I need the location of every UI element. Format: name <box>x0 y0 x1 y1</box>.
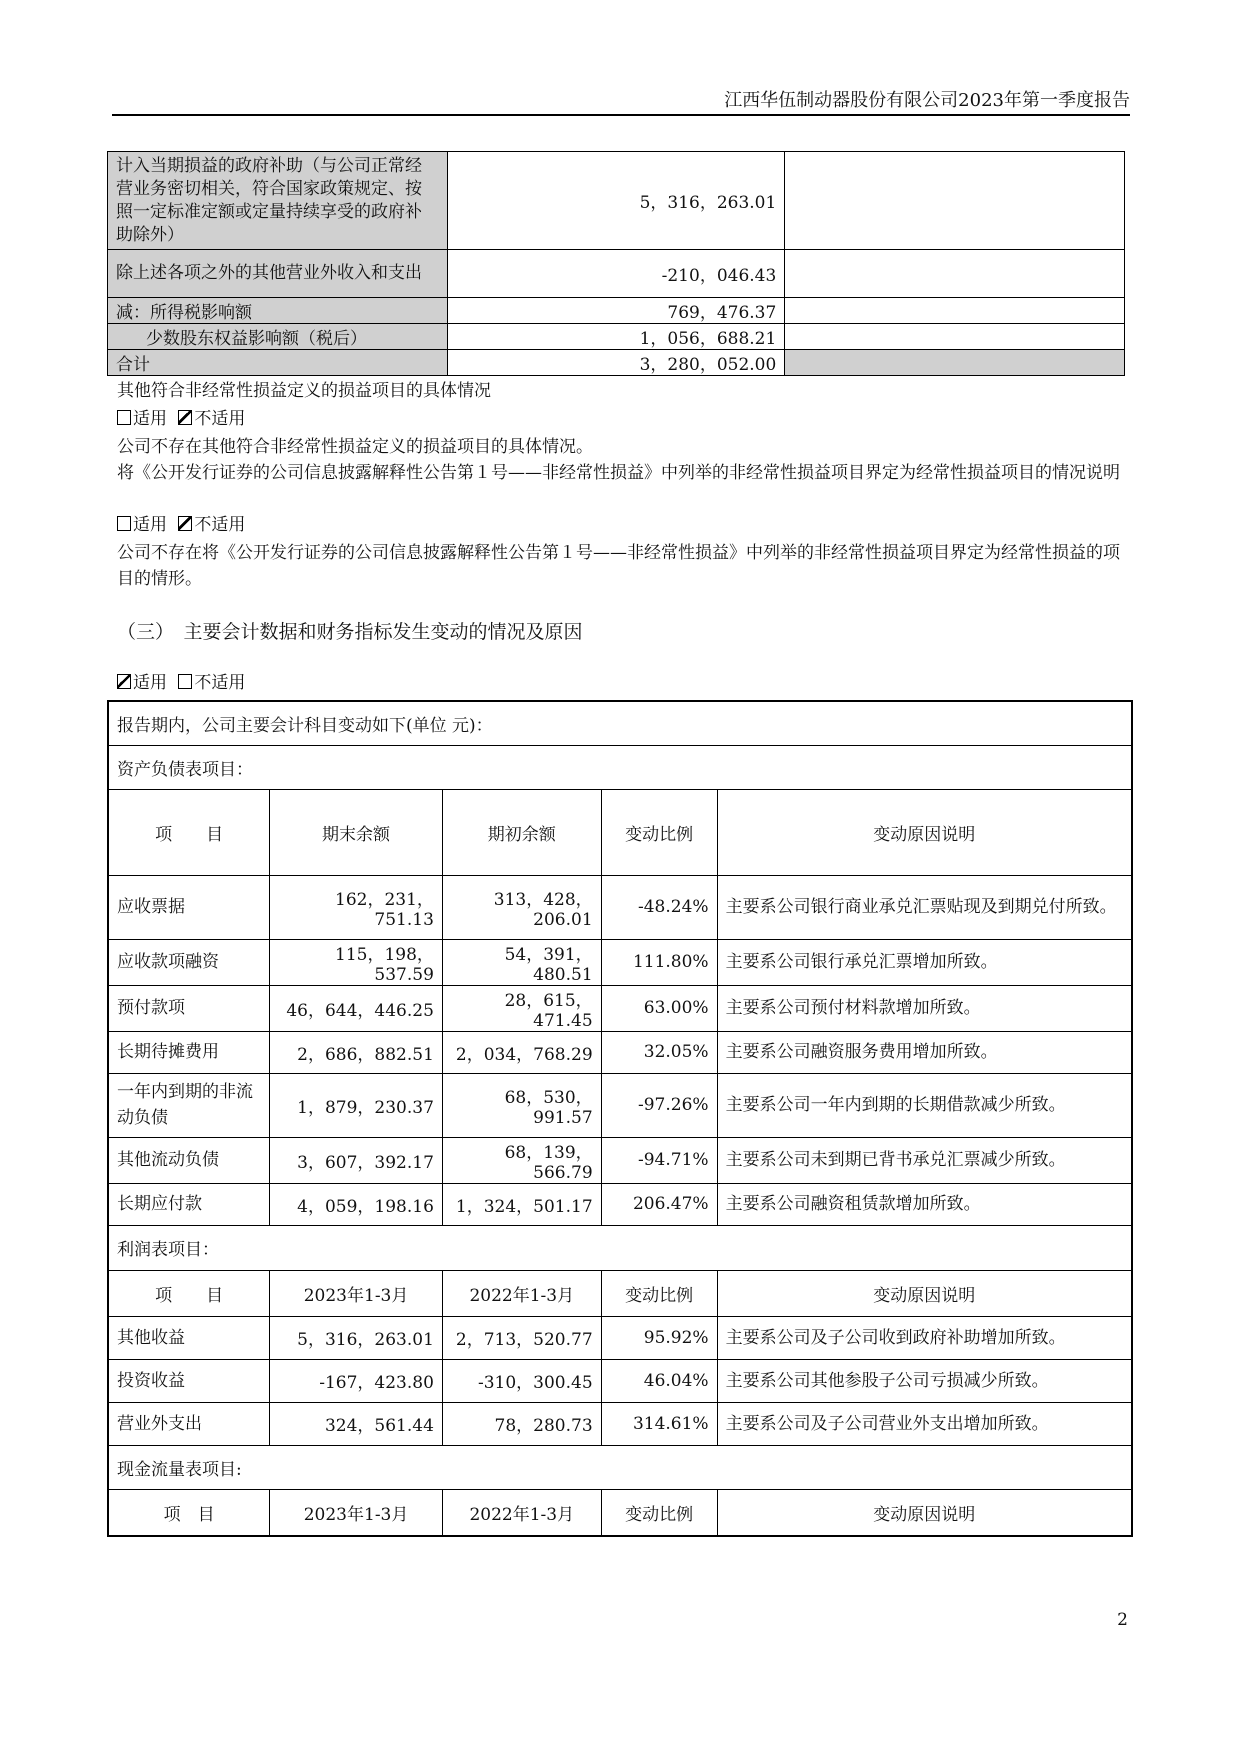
row-value-previous: 2，034，768.29 <box>442 1031 601 1073</box>
non-recurring-items-table <box>107 151 1125 376</box>
col-header-item: 项 目 <box>108 1270 270 1316</box>
row-change-ratio: 111.80% <box>601 939 717 985</box>
page-number: 2 <box>1117 1610 1128 1630</box>
item-note <box>785 152 1125 250</box>
col-header-ratio: 变动比例 <box>601 1270 717 1316</box>
option-row-2 <box>117 512 1125 538</box>
paragraph-no-recurring-definition: 公司不存在将《公开发行证券的公司信息披露解释性公告第１号——非经常性损益》中列举的非经常性损益项目界定为经常性损益的项目的情形。 <box>117 543 1120 589</box>
col-header-reason: 变动原因说明 <box>717 1489 1132 1536</box>
row-item: 投资收益 <box>108 1359 270 1402</box>
col-header-reason: 变动原因说明 <box>717 1270 1132 1316</box>
table-row <box>108 985 1132 1031</box>
table-row <box>108 1073 1132 1137</box>
row-item: 其他流动负债 <box>108 1137 270 1183</box>
table-header-row <box>108 1489 1132 1536</box>
row-value-previous: 1，324，501.17 <box>442 1183 601 1225</box>
checkbox-not-applicable-icon <box>178 516 192 531</box>
item-label: 计入当期损益的政府补助（与公司正常经营业务密切相关，符合国家政策规定、按照一定标准定额或定量持续享受的政府补助除外） <box>108 152 448 250</box>
option-not-applicable: 不适用 <box>194 409 246 429</box>
option-row-3 <box>117 670 1125 696</box>
row-value-current: 3，607，392.17 <box>270 1137 443 1183</box>
row-value-current: 162，231，751.13 <box>270 875 443 939</box>
total-amount: 3，280，052.00 <box>447 350 785 376</box>
total-note <box>785 350 1125 376</box>
row-item: 应收款项融资 <box>108 939 270 985</box>
row-value-current: 4，059，198.16 <box>270 1183 443 1225</box>
balance-sheet-rows <box>108 875 1132 1225</box>
col-header-2023: 2023年1-3月 <box>270 1489 443 1536</box>
row-reason: 主要系公司其他参股子公司亏损减少所致。 <box>717 1359 1132 1402</box>
row-change-ratio: -48.24% <box>601 875 717 939</box>
checkbox-applicable-icon <box>117 674 131 689</box>
table-row <box>108 1402 1132 1445</box>
row-value-previous: 68，530，991.57 <box>442 1073 601 1137</box>
item-amount: 5，316，263.01 <box>447 152 785 250</box>
table-row <box>108 350 1125 376</box>
table-row <box>108 875 1132 939</box>
row-change-ratio: 32.05% <box>601 1031 717 1073</box>
option-applicable: 适用 <box>133 515 167 535</box>
cash-flow-title: 现金流量表项目: <box>108 1445 1132 1489</box>
col-header-ratio: 变动比例 <box>601 1489 717 1536</box>
row-value-current: 324，561.44 <box>270 1402 443 1445</box>
row-reason: 主要系公司及子公司营业外支出增加所致。 <box>717 1402 1132 1445</box>
row-value-previous: 28，615，471.45 <box>442 985 601 1031</box>
row-change-ratio: 206.47% <box>601 1183 717 1225</box>
table-row <box>108 1031 1132 1073</box>
checkbox-not-applicable-icon <box>178 674 192 689</box>
option-row-1 <box>117 406 1125 432</box>
item-amount: 769，476.37 <box>447 298 785 324</box>
item-label: 除上述各项之外的其他营业外收入和支出 <box>108 250 448 298</box>
header-rule <box>112 114 1130 116</box>
row-reason: 主要系公司预付材料款增加所致。 <box>717 985 1132 1031</box>
checkbox-applicable-icon <box>117 410 131 425</box>
col-header-ending: 期末余额 <box>270 789 443 875</box>
col-header-reason: 变动原因说明 <box>717 789 1132 875</box>
checkbox-not-applicable-icon <box>178 410 192 425</box>
row-change-ratio: 63.00% <box>601 985 717 1031</box>
row-reason: 主要系公司未到期已背书承兑汇票减少所致。 <box>717 1137 1132 1183</box>
option-not-applicable: 不适用 <box>194 515 246 535</box>
row-value-previous: 78，280.73 <box>442 1402 601 1445</box>
table-intro: 报告期内，公司主要会计科目变动如下(单位 元)： <box>108 701 1132 745</box>
col-header-2023: 2023年1-3月 <box>270 1270 443 1316</box>
table-row <box>108 250 1125 298</box>
row-value-current: 2，686，882.51 <box>270 1031 443 1073</box>
income-statement-title: 利润表项目： <box>108 1225 1132 1270</box>
income-statement-rows <box>108 1316 1132 1445</box>
row-item: 应收票据 <box>108 875 270 939</box>
row-change-ratio: -94.71% <box>601 1137 717 1183</box>
row-value-previous: -310，300.45 <box>442 1359 601 1402</box>
col-header-item: 项 目 <box>108 1489 270 1536</box>
col-header-2022: 2022年1-3月 <box>442 1270 601 1316</box>
row-value-current: 5，316，263.01 <box>270 1316 443 1359</box>
total-label: 合计 <box>108 350 448 376</box>
row-reason: 主要系公司银行商业承兑汇票贴现及到期兑付所致。 <box>717 875 1132 939</box>
row-value-previous: 54，391，480.51 <box>442 939 601 985</box>
item-amount: -210，046.43 <box>447 250 785 298</box>
paragraph-recurring-definition: 将《公开发行证券的公司信息披露解释性公告第１号——非经常性损益》中列举的非经常性损益项目界定为经常性损益项目的情况说明 <box>117 463 1120 483</box>
item-label: 减：所得税影响额 <box>108 298 448 324</box>
table-row <box>108 1183 1132 1225</box>
row-reason: 主要系公司融资服务费用增加所致。 <box>717 1031 1132 1073</box>
col-header-item: 项 目 <box>108 789 270 875</box>
col-header-ratio: 变动比例 <box>601 789 717 875</box>
row-value-previous: 68，139，566.79 <box>442 1137 601 1183</box>
item-amount: 1，056，688.21 <box>447 324 785 350</box>
table-row <box>108 1137 1132 1183</box>
row-item: 一年内到期的非流动负债 <box>108 1073 270 1137</box>
table-header-row <box>108 1270 1132 1316</box>
option-applicable: 适用 <box>133 409 167 429</box>
item-note <box>785 298 1125 324</box>
report-header: 江西华伍制动器股份有限公司2023年第一季度报告 <box>724 90 1130 111</box>
row-change-ratio: -97.26% <box>601 1073 717 1137</box>
row-item: 营业外支出 <box>108 1402 270 1445</box>
option-applicable: 适用 <box>133 673 167 693</box>
checkbox-applicable-icon <box>117 516 131 531</box>
row-item: 长期待摊费用 <box>108 1031 270 1073</box>
row-change-ratio: 95.92% <box>601 1316 717 1359</box>
row-value-current: 1，879，230.37 <box>270 1073 443 1137</box>
col-header-2022: 2022年1-3月 <box>442 1489 601 1536</box>
row-change-ratio: 314.61% <box>601 1402 717 1445</box>
row-reason: 主要系公司融资租赁款增加所致。 <box>717 1183 1132 1225</box>
item-note <box>785 324 1125 350</box>
accounting-changes-table <box>107 700 1133 1537</box>
section-title: （三） 主要会计数据和财务指标发生变动的情况及原因 <box>117 621 583 643</box>
table-header-row <box>108 789 1132 875</box>
table-row <box>108 152 1125 250</box>
item-note <box>785 250 1125 298</box>
table-row <box>108 1359 1132 1402</box>
row-item: 长期应付款 <box>108 1183 270 1225</box>
balance-sheet-title: 资产负债表项目： <box>108 745 1132 789</box>
col-header-beginning: 期初余额 <box>442 789 601 875</box>
paragraph-no-other-items: 公司不存在其他符合非经常性损益定义的损益项目的具体情况。 <box>117 437 593 457</box>
option-not-applicable: 不适用 <box>194 673 246 693</box>
row-item: 其他收益 <box>108 1316 270 1359</box>
row-reason: 主要系公司银行承兑汇票增加所致。 <box>717 939 1132 985</box>
row-value-current: -167，423.80 <box>270 1359 443 1402</box>
table-row <box>108 1316 1132 1359</box>
table-row <box>108 324 1125 350</box>
row-reason: 主要系公司及子公司收到政府补助增加所致。 <box>717 1316 1132 1359</box>
row-reason: 主要系公司一年内到期的长期借款减少所致。 <box>717 1073 1132 1137</box>
row-change-ratio: 46.04% <box>601 1359 717 1402</box>
row-value-current: 46，644，446.25 <box>270 985 443 1031</box>
row-item: 预付款项 <box>108 985 270 1031</box>
paragraph-other-items: 其他符合非经常性损益定义的损益项目的具体情况 <box>117 381 491 401</box>
row-value-previous: 313，428，206.01 <box>442 875 601 939</box>
table-row <box>108 939 1132 985</box>
item-label: 少数股东权益影响额（税后） <box>108 324 448 350</box>
table-row <box>108 298 1125 324</box>
row-value-previous: 2，713，520.77 <box>442 1316 601 1359</box>
row-value-current: 115，198，537.59 <box>270 939 443 985</box>
